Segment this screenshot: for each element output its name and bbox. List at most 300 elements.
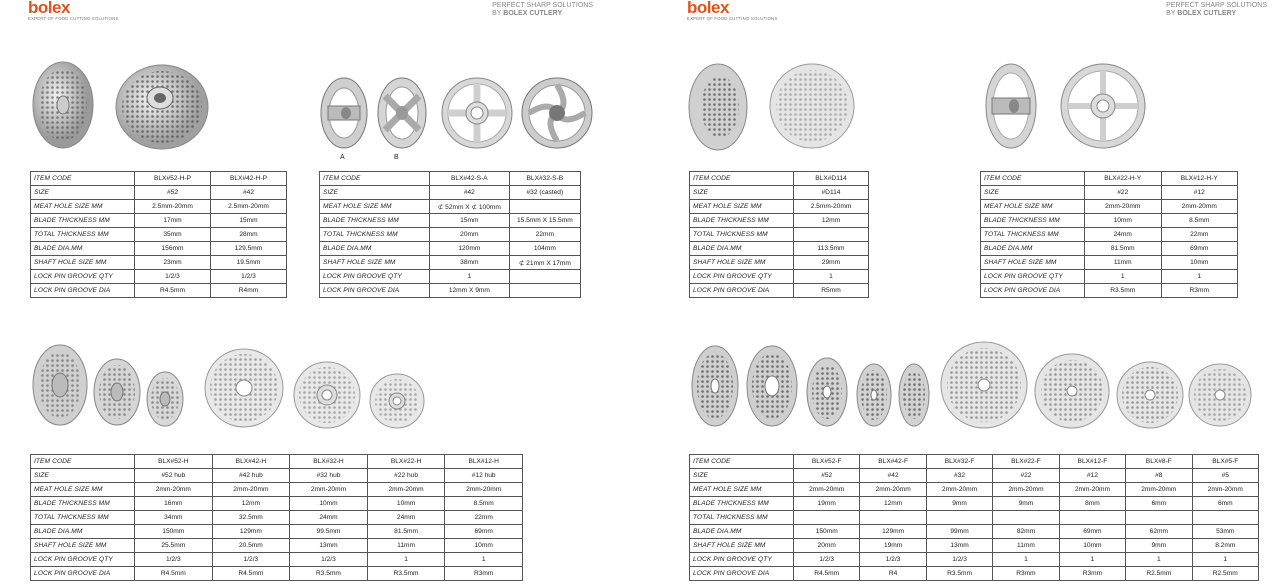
spec-cell: R4.5mm: [135, 567, 213, 581]
spec-cell: 10mm: [367, 497, 445, 511]
spec-row-label: TOTAL THICKNESS MM: [981, 228, 1085, 242]
spec-cell: 17mm: [135, 214, 211, 228]
spec-cell: 6mm: [1126, 497, 1192, 511]
spec-row-label: BLADE DIA.MM: [690, 525, 794, 539]
spec-row-label: TOTAL THICKNESS MM: [320, 228, 430, 242]
spec-cell: 10mm: [1059, 539, 1125, 553]
spec-cell: 25.5mm: [135, 539, 213, 553]
spec-row: [690, 525, 1259, 539]
spec-row-label: BLADE DIA.MM: [31, 242, 135, 256]
spec-cell: 9mm: [926, 497, 992, 511]
spec-cell: BLX#22-H-Y: [1085, 172, 1162, 186]
spec-cell: 12mm X 9mm: [430, 284, 510, 298]
spec-row: [690, 242, 869, 256]
spec-row: [690, 186, 869, 200]
spec-table-hub-plates: [30, 454, 523, 581]
spec-cell: R3mm: [993, 567, 1059, 581]
plate-d114-front-image: [768, 62, 856, 150]
spec-row: [690, 455, 1259, 469]
spec-cell: 8.5mm: [445, 497, 523, 511]
spec-cell: 1/2/3: [860, 553, 926, 567]
knife-a-front-image: [440, 76, 515, 151]
plate-22-f-image: [855, 362, 893, 428]
spec-row-label: LOCK PIN GROOVE DIA: [320, 284, 430, 298]
spec-cell: 38mm: [430, 256, 510, 270]
spec-cell: 22mm: [509, 228, 580, 242]
spec-cell: 156mm: [135, 242, 211, 256]
spec-cell: #D114: [794, 186, 869, 200]
spec-table-cross-knives: [319, 171, 581, 298]
spec-row-label: ITEM CODE: [981, 172, 1085, 186]
spec-cell: #42: [430, 186, 510, 200]
spec-row-label: SIZE: [981, 186, 1085, 200]
spec-cell: 2.5mm-20mm: [135, 200, 211, 214]
spec-cell: [1126, 511, 1192, 525]
spec-row: [31, 228, 287, 242]
spec-cell: 1: [993, 553, 1059, 567]
plate-42-f-image: [745, 344, 800, 429]
spec-row: [31, 497, 523, 511]
spec-row: [31, 525, 523, 539]
plate-12-f-side-image: [897, 362, 932, 428]
spec-cell: 1/2/3: [212, 553, 290, 567]
spec-cell: #32 (casted): [509, 186, 580, 200]
spec-row-label: BLADE THICKNESS MM: [31, 497, 135, 511]
spec-cell: R4.5mm: [794, 567, 860, 581]
spec-cell: R3.5mm: [367, 567, 445, 581]
spec-row-label: BLADE THICKNESS MM: [31, 214, 135, 228]
spec-cell: BLX#8-F: [1126, 455, 1192, 469]
spec-cell: 29mm: [794, 256, 869, 270]
spec-row: [320, 172, 581, 186]
spec-cell: [860, 511, 926, 525]
spec-row-label: SIZE: [320, 186, 430, 200]
spec-cell: 9mm: [993, 497, 1059, 511]
spec-row-label: LOCK PIN GROOVE QTY: [690, 270, 794, 284]
spec-cell: 32.5mm: [212, 511, 290, 525]
spec-row: [31, 511, 523, 525]
spec-row: [690, 172, 869, 186]
spec-row: [981, 228, 1238, 242]
spec-row-label: ITEM CODE: [690, 455, 794, 469]
spec-cell: 2mm-20mm: [445, 483, 523, 497]
slogan-prefix: BY: [492, 10, 504, 17]
spec-row: [981, 284, 1238, 298]
spec-row-label: MEAT HOLE SIZE MM: [31, 483, 135, 497]
spec-row-label: MEAT HOLE SIZE MM: [690, 483, 794, 497]
spec-row: [31, 214, 287, 228]
spec-cell: R3mm: [445, 567, 523, 581]
caption-a: A: [340, 154, 345, 161]
spec-table-h-y: [980, 171, 1238, 298]
spec-cell: 82mm: [993, 525, 1059, 539]
spec-cell: 23mm: [135, 256, 211, 270]
plate-h-y-side-image: [984, 62, 1039, 150]
logo-tagline-right: EXPERT OF FOOD CUTTING SOLUTIONS: [687, 16, 778, 21]
spec-row-label: ITEM CODE: [320, 172, 430, 186]
spec-cell: [1192, 511, 1258, 525]
spec-cell: BLX#32-H: [290, 455, 368, 469]
spec-cell: 69mm: [1059, 525, 1125, 539]
spec-row: [690, 511, 1259, 525]
spec-cell: #52 hub: [135, 469, 213, 483]
plate-d114-side-image: [687, 62, 749, 152]
spec-row: [31, 256, 287, 270]
spec-row: [31, 242, 287, 256]
slogan-prefix-right: BY: [1166, 10, 1178, 17]
spec-cell: BLX#D114: [794, 172, 869, 186]
spec-cell: 11mm: [367, 539, 445, 553]
plate-52-h-p-side-image: [30, 60, 100, 150]
slogan-brand: BOLEX CUTLERY: [503, 10, 563, 17]
spec-cell: 1: [1192, 553, 1258, 567]
spec-cell: 150mm: [794, 525, 860, 539]
spec-cell: 129.5mm: [211, 242, 287, 256]
spec-row-label: BLADE THICKNESS MM: [320, 214, 430, 228]
spec-cell: 1/2/3: [794, 553, 860, 567]
knife-a-side-image: [318, 76, 370, 151]
spec-cell: [509, 270, 580, 284]
spec-cell: #8: [1126, 469, 1192, 483]
spec-row: [31, 200, 287, 214]
spec-row-label: SIZE: [690, 186, 794, 200]
spec-cell: #52: [794, 469, 860, 483]
spec-cell: 2.5mm-20mm: [211, 200, 287, 214]
spec-row-label: SHAFT HOLE SIZE MM: [31, 256, 135, 270]
spec-row-label: TOTAL THICKNESS MM: [690, 511, 794, 525]
spec-cell: BLX#22-F: [993, 455, 1059, 469]
spec-cell: 120mm: [430, 242, 510, 256]
spec-row-label: MEAT HOLE SIZE MM: [31, 200, 135, 214]
spec-row: [690, 228, 869, 242]
spec-cell: 11mm: [993, 539, 1059, 553]
spec-row: [981, 200, 1238, 214]
slogan: [492, 2, 593, 18]
spec-cell: BLX#5-F: [1192, 455, 1258, 469]
spec-row-label: LOCK PIN GROOVE QTY: [31, 553, 135, 567]
spec-cell: [509, 200, 580, 214]
knife-b-side-image: [375, 76, 430, 151]
spec-cell: 2mm-20mm: [1059, 483, 1125, 497]
spec-row: [31, 455, 523, 469]
spec-row-label: BLADE DIA.MM: [981, 242, 1085, 256]
spec-row: [31, 270, 287, 284]
spec-row-label: MEAT HOLE SIZE MM: [690, 200, 794, 214]
spec-cell: 1: [1085, 270, 1162, 284]
spec-row-label: LOCK PIN GROOVE QTY: [31, 270, 135, 284]
spec-cell: 8.5mm: [1161, 214, 1238, 228]
spec-cell: #12: [1059, 469, 1125, 483]
spec-cell: 53mm: [1192, 525, 1258, 539]
spec-cell: BLX#32-S-B: [509, 172, 580, 186]
spec-cell: 10mm: [445, 539, 523, 553]
spec-row-label: LOCK PIN GROOVE DIA: [31, 567, 135, 581]
spec-cell: 6mm: [1192, 497, 1258, 511]
spec-cell: 10mm: [1161, 256, 1238, 270]
spec-cell: 129mm: [212, 525, 290, 539]
plate-52-f-image: [690, 344, 740, 429]
spec-cell: 1: [445, 553, 523, 567]
bolex-logo: [28, 0, 119, 21]
spec-cell: BLX#12-H: [445, 455, 523, 469]
spec-cell: 1/2/3: [926, 553, 992, 567]
slogan-line1: PERFECT SHARP SOLUTIONS: [492, 2, 593, 9]
spec-cell: R4.5mm: [135, 284, 211, 298]
spec-cell: 113.5mm: [794, 242, 869, 256]
spec-row-label: SHAFT HOLE SIZE MM: [981, 256, 1085, 270]
spec-row: [31, 539, 523, 553]
spec-row: [320, 256, 581, 270]
spec-cell: ⊄ 21mm X 17mm: [509, 256, 580, 270]
spec-row: [31, 483, 523, 497]
spec-cell: 9mm: [1126, 539, 1192, 553]
spec-cell: 20mm: [794, 539, 860, 553]
spec-cell: 12mm: [212, 497, 290, 511]
spec-row: [690, 483, 1259, 497]
spec-cell: R3.5mm: [290, 567, 368, 581]
spec-cell: ⊄ 52mm X ⊄ 100mm: [430, 200, 510, 214]
spec-row: [320, 242, 581, 256]
spec-row-label: ITEM CODE: [690, 172, 794, 186]
spec-cell: #32 hub: [290, 469, 368, 483]
spec-cell: #22 hub: [367, 469, 445, 483]
spec-cell: #42: [211, 186, 287, 200]
spec-cell: 2mm-20mm: [993, 483, 1059, 497]
spec-cell: 12mm: [860, 497, 926, 511]
spec-cell: 2mm-20mm: [1161, 200, 1238, 214]
spec-cell: #22: [993, 469, 1059, 483]
spec-cell: 24mm: [1085, 228, 1162, 242]
spec-row: [320, 284, 581, 298]
plate-42-h-image: [92, 357, 142, 427]
spec-row: [690, 539, 1259, 553]
spec-cell: [1059, 511, 1125, 525]
spec-row: [690, 214, 869, 228]
spec-cell: [509, 284, 580, 298]
spec-cell: 2mm-20mm: [135, 483, 213, 497]
spec-cell: 81.5mm: [1085, 242, 1162, 256]
spec-cell: [794, 511, 860, 525]
spec-row: [31, 172, 287, 186]
spec-cell: 69mm: [445, 525, 523, 539]
plate-8-f-image: [1033, 352, 1111, 430]
spec-table-h-p: [30, 171, 287, 298]
spec-row-label: LOCK PIN GROOVE DIA: [690, 567, 794, 581]
spec-cell: 81.5mm: [367, 525, 445, 539]
plate-32-f-image: [805, 356, 850, 428]
spec-row-label: SHAFT HOLE SIZE MM: [690, 256, 794, 270]
spec-row-label: SIZE: [31, 186, 135, 200]
spec-cell: BLX#22-H: [367, 455, 445, 469]
spec-cell: 2mm-20mm: [367, 483, 445, 497]
spec-cell: 19mm: [794, 497, 860, 511]
spec-cell: 12mm: [794, 214, 869, 228]
knife-b-front-image: [520, 76, 595, 151]
spec-cell: 62mm: [1126, 525, 1192, 539]
spec-cell: 8.2mm: [1192, 539, 1258, 553]
spec-row-label: TOTAL THICKNESS MM: [31, 511, 135, 525]
plate-5-f-image: [1115, 360, 1185, 430]
spec-cell: 20.5mm: [212, 539, 290, 553]
spec-row-label: BLADE THICKNESS MM: [981, 214, 1085, 228]
spec-cell: [993, 511, 1059, 525]
spec-row: [31, 553, 523, 567]
spec-row-label: SHAFT HOLE SIZE MM: [31, 539, 135, 553]
spec-cell: BLX#32-F: [926, 455, 992, 469]
spec-row: [320, 270, 581, 284]
spec-row: [690, 200, 869, 214]
caption-b: B: [394, 154, 399, 161]
spec-row: [320, 228, 581, 242]
spec-cell: 24mm: [367, 511, 445, 525]
logo-wordmark-right: bolex: [687, 0, 729, 17]
spec-row-label: MEAT HOLE SIZE MM: [320, 200, 430, 214]
spec-row-label: LOCK PIN GROOVE QTY: [320, 270, 430, 284]
spec-row-label: BLADE DIA.MM: [690, 242, 794, 256]
plate-12-f-image: [939, 340, 1029, 430]
spec-cell: 1: [430, 270, 510, 284]
spec-row-label: BLADE THICKNESS MM: [690, 214, 794, 228]
slogan-right: [1166, 2, 1267, 18]
spec-cell: 15mm: [430, 214, 510, 228]
spec-row: [31, 469, 523, 483]
spec-cell: #12: [1161, 186, 1238, 200]
spec-cell: R3.5mm: [1085, 284, 1162, 298]
spec-cell: R4: [860, 567, 926, 581]
spec-row-label: ITEM CODE: [31, 172, 135, 186]
spec-cell: R3mm: [1059, 567, 1125, 581]
spec-row: [690, 469, 1259, 483]
spec-table-d114: [689, 171, 869, 298]
spec-cell: 150mm: [135, 525, 213, 539]
spec-row: [320, 200, 581, 214]
spec-row-label: ITEM CODE: [31, 455, 135, 469]
spec-cell: 1/2/3: [211, 270, 287, 284]
plate-5-f-small-image: [1187, 362, 1253, 428]
spec-cell: 104mm: [509, 242, 580, 256]
spec-row-label: SHAFT HOLE SIZE MM: [690, 539, 794, 553]
spec-cell: 1: [1059, 553, 1125, 567]
spec-row-label: MEAT HOLE SIZE MM: [981, 200, 1085, 214]
spec-row-label: LOCK PIN GROOVE DIA: [981, 284, 1085, 298]
spec-cell: 13mm: [290, 539, 368, 553]
spec-cell: 22mm: [445, 511, 523, 525]
spec-row: [690, 256, 869, 270]
spec-row: [981, 186, 1238, 200]
spec-row: [981, 172, 1238, 186]
spec-cell: 20mm: [430, 228, 510, 242]
spec-row-label: BLADE THICKNESS MM: [690, 497, 794, 511]
spec-row: [690, 567, 1259, 581]
spec-cell: 2mm-20mm: [290, 483, 368, 497]
spec-cell: R3.5mm: [926, 567, 992, 581]
spec-cell: R5mm: [794, 284, 869, 298]
spec-cell: #42: [860, 469, 926, 483]
spec-cell: 69mm: [1161, 242, 1238, 256]
spec-cell: 8mm: [1059, 497, 1125, 511]
spec-cell: 19mm: [860, 539, 926, 553]
spec-cell: [794, 228, 869, 242]
spec-cell: 1: [1161, 270, 1238, 284]
spec-row: [981, 242, 1238, 256]
spec-cell: 99.5mm: [290, 525, 368, 539]
spec-cell: 129mm: [860, 525, 926, 539]
spec-cell: R4mm: [211, 284, 287, 298]
spec-row-label: SHAFT HOLE SIZE MM: [320, 256, 430, 270]
slogan-line1-right: PERFECT SHARP SOLUTIONS: [1166, 2, 1267, 9]
spec-row: [690, 497, 1259, 511]
spec-row: [690, 270, 869, 284]
spec-cell: 1/2/3: [135, 553, 213, 567]
spec-cell: BLX#42-S-A: [430, 172, 510, 186]
spec-cell: #32: [926, 469, 992, 483]
spec-cell: BLX#52-H-P: [135, 172, 211, 186]
spec-row-label: LOCK PIN GROOVE QTY: [981, 270, 1085, 284]
spec-cell: 1/2/3: [290, 553, 368, 567]
plate-12-h-image: [292, 360, 362, 430]
spec-cell: 13mm: [926, 539, 992, 553]
spec-cell: 10mm: [290, 497, 368, 511]
spec-cell: BLX#52-H: [135, 455, 213, 469]
spec-cell: R3mm: [1161, 284, 1238, 298]
spec-row: [981, 214, 1238, 228]
spec-cell: #42 hub: [212, 469, 290, 483]
spec-cell: 11mm: [1085, 256, 1162, 270]
spec-row: [31, 186, 287, 200]
spec-row: [320, 186, 581, 200]
spec-row-label: SIZE: [690, 469, 794, 483]
plate-52-h-image: [30, 343, 90, 428]
spec-row-label: BLADE DIA.MM: [320, 242, 430, 256]
spec-row-label: BLADE DIA.MM: [31, 525, 135, 539]
spec-cell: 1/2/3: [135, 270, 211, 284]
spec-cell: 2mm-20mm: [1085, 200, 1162, 214]
spec-row: [690, 553, 1259, 567]
spec-row-label: SIZE: [31, 469, 135, 483]
spec-row: [320, 214, 581, 228]
spec-cell: #22: [1085, 186, 1162, 200]
spec-row-label: TOTAL THICKNESS MM: [31, 228, 135, 242]
spec-row-label: LOCK PIN GROOVE DIA: [690, 284, 794, 298]
spec-cell: #5: [1192, 469, 1258, 483]
spec-cell: 2mm-20mm: [860, 483, 926, 497]
spec-cell: R2.5mm: [1126, 567, 1192, 581]
spec-cell: 24mm: [290, 511, 368, 525]
spec-row: [690, 284, 869, 298]
spec-cell: R4.5mm: [212, 567, 290, 581]
spec-cell: #52: [135, 186, 211, 200]
spec-cell: BLX#42-H: [212, 455, 290, 469]
spec-cell: BLX#42-F: [860, 455, 926, 469]
spec-cell: BLX#52-F: [794, 455, 860, 469]
spec-row-label: TOTAL THICKNESS MM: [690, 228, 794, 242]
spec-cell: 1: [367, 553, 445, 567]
plate-h-y-front-image: [1059, 62, 1147, 150]
spec-cell: 16mm: [135, 497, 213, 511]
spec-cell: 34mm: [135, 511, 213, 525]
catalog-page-right: [637, 0, 1274, 588]
slogan-brand-right: BOLEX CUTLERY: [1177, 10, 1237, 17]
spec-table-f-plates: [689, 454, 1259, 581]
spec-cell: 2mm-20mm: [1126, 483, 1192, 497]
spec-cell: 2mm-20mm: [212, 483, 290, 497]
spec-cell: BLX#12-H-Y: [1161, 172, 1238, 186]
spec-row-label: LOCK PIN GROOVE QTY: [690, 553, 794, 567]
plate-small-h-image: [368, 372, 426, 430]
spec-cell: 10mm: [1085, 214, 1162, 228]
spec-row: [981, 270, 1238, 284]
spec-row: [31, 567, 523, 581]
